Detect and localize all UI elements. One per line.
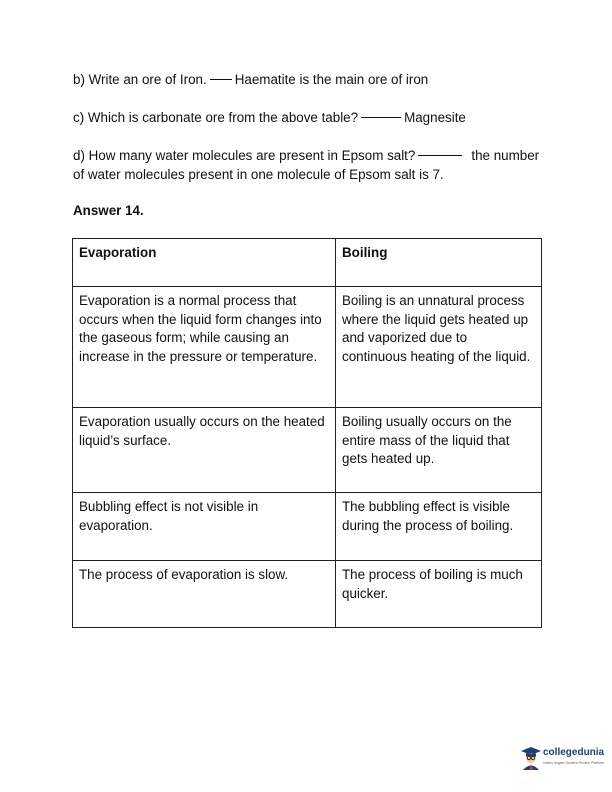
question-c-text: c) Which is carbonate ore from the above table? (73, 110, 359, 125)
cell-evaporation: Evaporation usually occurs on the heated liquid’s surface. (73, 408, 336, 493)
question-d-text: d) How many water molecules are present in Epsom salt? (73, 148, 416, 163)
cell-boiling: Boiling is an unnatural process where the liquid gets heated up and vaporized due to continuous heating of the liquid. (336, 287, 542, 408)
header-boiling: Boiling (336, 239, 542, 287)
answer-dash (210, 79, 232, 80)
cell-evaporation: The process of evaporation is slow. (73, 561, 336, 628)
question-c-answer: Magnesite (404, 110, 466, 125)
comparison-table (72, 238, 542, 628)
student-mascot-icon (520, 746, 542, 770)
cell-evaporation: Evaporation is a normal process that occurs when the liquid form changes into the gaseous form; while causing an increase in the pressure or temperature. (73, 287, 336, 408)
cell-boiling: Boiling usually occurs on the entire mass of the liquid that gets heated up. (336, 408, 542, 493)
table-row (73, 493, 542, 561)
question-d-answer: the number of water molecules present in one molecule of Epsom salt is 7. (73, 148, 540, 182)
cell-evaporation: Bubbling effect is not visible in evaporation. (73, 493, 336, 561)
answer-dash (418, 155, 462, 156)
question-c (73, 108, 543, 127)
logo-tagline: India's largest Student Review Platform (543, 761, 604, 765)
answer-heading: Answer 14. (73, 203, 144, 218)
header-evaporation: Evaporation (73, 239, 336, 287)
collegedunia-logo[interactable] (520, 744, 608, 774)
question-b-text: b) Write an ore of Iron. (73, 72, 207, 87)
table-row (73, 408, 542, 493)
table-header-row (73, 239, 542, 287)
table-row (73, 561, 542, 628)
cell-boiling: The process of boiling is much quicker. (336, 561, 542, 628)
question-b-answer: Haematite is the main ore of iron (234, 72, 429, 87)
question-b (73, 70, 543, 89)
table-row (73, 287, 542, 408)
answer-dash (361, 117, 401, 118)
logo-wordmark: collegedunia (543, 747, 605, 758)
cell-boiling: The bubbling effect is visible during the process of boiling. (336, 493, 542, 561)
question-d (73, 146, 543, 184)
